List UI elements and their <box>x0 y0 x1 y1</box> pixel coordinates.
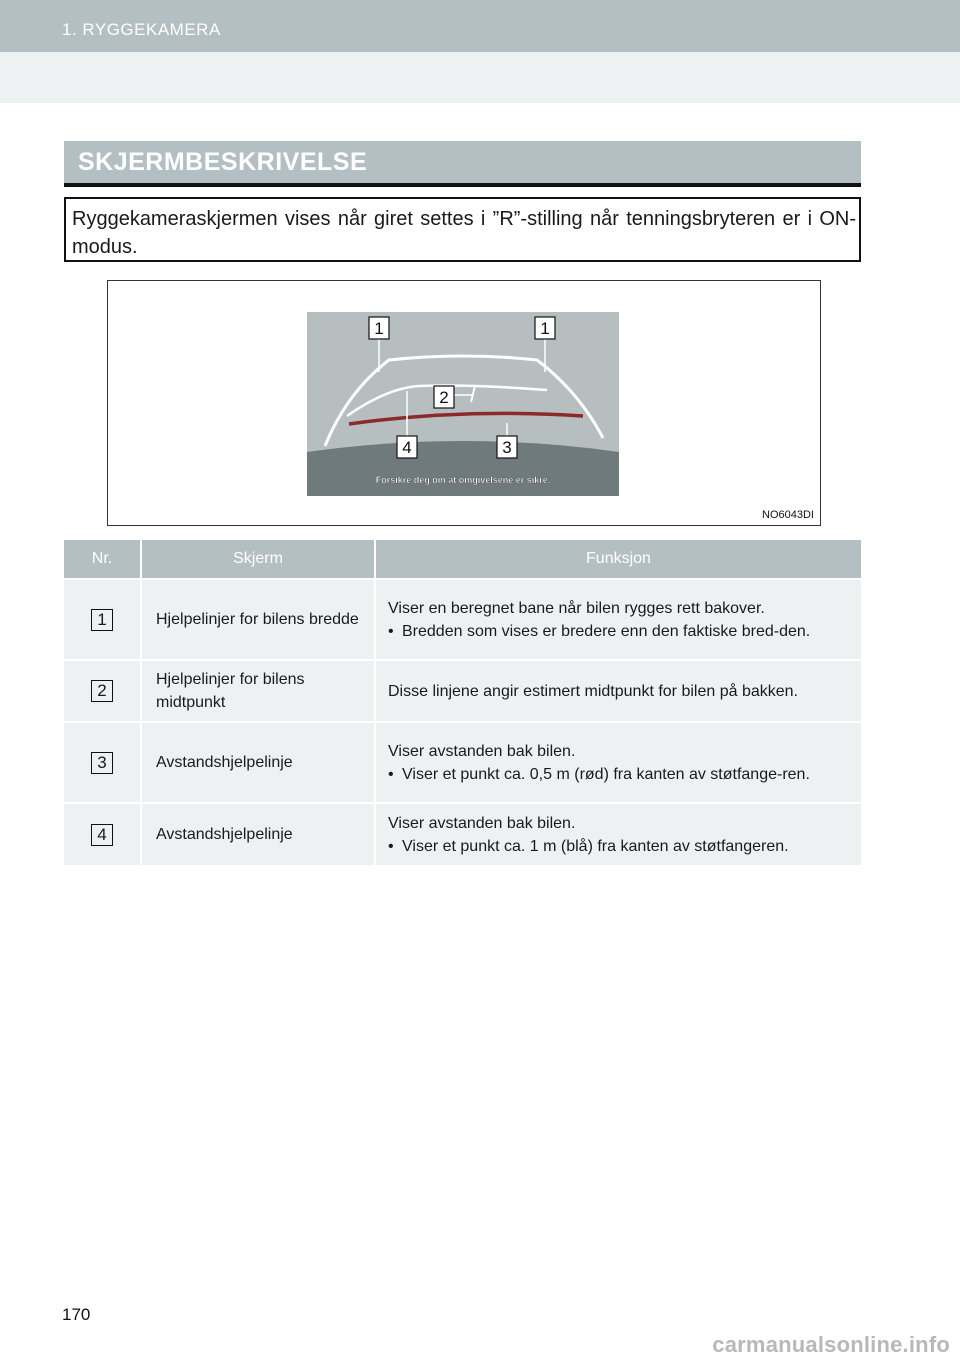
function-cell <box>375 660 861 722</box>
screen-cell: Avstandshjelpelinje <box>141 722 375 803</box>
page-number: 170 <box>62 1305 91 1324</box>
function-bullets <box>388 621 849 642</box>
bullet-text: Bredden som vises er bredere enn den faktiske bred-den. <box>402 622 811 640</box>
function-cell <box>375 722 861 803</box>
bullet-item: • Bredden som vises er bredere enn den faktiske bred-den. <box>388 622 811 640</box>
callout-2: 2 <box>439 388 449 407</box>
chapter-title: 1. RYGGEKAMERA <box>62 20 221 39</box>
table-row <box>64 660 861 722</box>
intro-text: Ryggekameraskjermen vises når giret settes i ”R”-stilling når tenningsbryteren er i ON-modus. <box>72 208 856 258</box>
table-header-row <box>64 540 861 579</box>
bullet-item: • Viser et punkt ca. 1 m (blå) fra kanten av støtfangeren. <box>388 837 789 855</box>
function-text: Viser avstanden bak bilen. <box>388 742 576 760</box>
header-nr: Nr. <box>64 540 141 579</box>
center-tick <box>471 386 475 402</box>
header-funksjon: Funksjon <box>375 540 861 579</box>
figure-id: NO6043DI <box>762 509 814 521</box>
rear-camera-display <box>307 312 619 496</box>
guide-lines-illustration <box>307 312 619 496</box>
function-text: Viser en beregnet bane når bilen rygges rett bakover. <box>388 599 765 617</box>
row-number-cell <box>64 579 141 660</box>
header-sub-band <box>0 52 960 103</box>
function-text: Disse linjene angir estimert midtpunkt for bilen på bakken. <box>388 682 798 700</box>
bullet-text: Viser et punkt ca. 0,5 m (rød) fra kanten av støtfange-ren. <box>402 765 810 783</box>
row-number-box: 4 <box>91 824 113 846</box>
table-row <box>64 803 861 866</box>
screen-cell: Hjelpelinjer for bilens bredde <box>141 579 375 660</box>
function-bullets <box>388 764 849 785</box>
table-row <box>64 722 861 803</box>
callout-3: 3 <box>502 438 512 457</box>
function-text: Viser avstanden bak bilen. <box>388 814 576 832</box>
section-title: SKJERMBESKRIVELSE <box>78 148 368 176</box>
width-guide-line <box>325 356 603 446</box>
screen-cell: Avstandshjelpelinje <box>141 803 375 866</box>
bullet-text: Viser et punkt ca. 1 m (blå) fra kanten av støtfangeren. <box>402 837 789 855</box>
bumper-area <box>307 441 619 496</box>
callout-1a: 1 <box>374 319 384 338</box>
function-table <box>64 540 861 867</box>
row-number-cell <box>64 803 141 866</box>
row-number-box: 1 <box>91 609 113 631</box>
camera-screen-figure <box>107 280 821 526</box>
table-row <box>64 579 861 660</box>
chapter-header-bar <box>0 0 960 52</box>
function-cell <box>375 579 861 660</box>
distance-guide-line-red <box>349 413 583 424</box>
callout-1b: 1 <box>540 319 550 338</box>
function-bullets <box>388 836 849 857</box>
function-cell <box>375 803 861 866</box>
bullet-item: • Viser et punkt ca. 0,5 m (rød) fra kanten av støtfange-ren. <box>388 765 810 783</box>
row-number-box: 2 <box>91 680 113 702</box>
row-number-cell <box>64 722 141 803</box>
intro-box <box>64 197 861 262</box>
callout-4: 4 <box>402 438 412 457</box>
safety-banner: Forsikre deg om at omgivelsene er sikre. <box>375 475 551 485</box>
section-heading <box>64 141 861 187</box>
screen-cell: Hjelpelinjer for bilens midtpunkt <box>141 660 375 722</box>
header-skjerm: Skjerm <box>141 540 375 579</box>
row-number-box: 3 <box>91 752 113 774</box>
row-number-cell <box>64 660 141 722</box>
watermark: carmanualsonline.info <box>712 1332 950 1357</box>
